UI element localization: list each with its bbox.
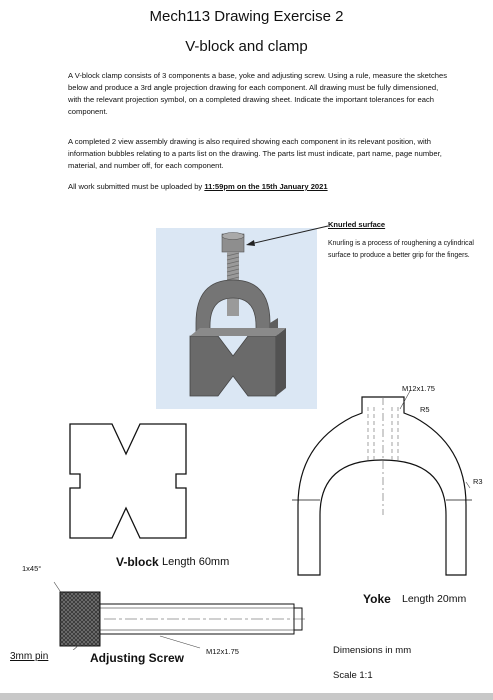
yoke-radius-r5: R5: [420, 405, 430, 414]
assembly-paragraph: A completed 2 view assembly drawing is also required showing each component in its relevant position, with information bubbles relating to a parts list on the drawing. The parts list must indicate, part name, page number, material, and number off, for each component.: [68, 137, 442, 170]
adjusting-screw-sketch: [40, 580, 310, 650]
yoke-radius-r3: R3: [473, 477, 483, 486]
assembly-render-image: [156, 228, 317, 409]
vblock-label: V-block: [116, 555, 159, 569]
vblock-length: Length 60mm: [162, 556, 230, 568]
page-subtitle: V-block and clamp: [185, 38, 308, 55]
yoke-sketch: [282, 385, 482, 590]
deadline-paragraph: [68, 181, 448, 193]
instructions-paragraph: A V-block clamp consists of 3 components a base, yoke and adjusting screw. Using a rule, measure the sketches below and produce a 3rd angle projection drawing for each component. All drawing must be fully dimensioned, with the relevant projection symbol, on a completed drawing sheet. Indicate the important tolerances for each component.: [68, 71, 448, 116]
vblock-sketch: [68, 418, 190, 544]
deadline-date: 11:59pm on the 15th January 2021: [204, 182, 328, 191]
scale-note: Scale 1:1: [333, 670, 373, 681]
adjusting-screw-label: Adjusting Screw: [90, 651, 185, 665]
knurled-surface-description: Knurling is a process of roughening a cylindrical surface to produce a better grip for the fingers.: [328, 240, 474, 259]
yoke-thread-dimension: M12x1.75: [402, 384, 435, 393]
knurled-surface-heading: Knurled surface: [328, 220, 386, 229]
yoke-length: Length 20mm: [402, 593, 467, 605]
knurl-pointer-arrow: [240, 222, 330, 252]
screw-chamfer-dimension: 1x45°: [22, 564, 42, 573]
page-title: Mech113 Drawing Exercise 2: [149, 8, 344, 25]
screw-pin-dimension: 3mm pin: [10, 651, 49, 662]
dimensions-note: Dimensions in mm: [333, 645, 412, 656]
screw-thread-dimension: M12x1.75: [206, 647, 239, 656]
deadline-prefix: All work submitted must be uploaded by: [68, 182, 205, 191]
page-footer-bar: [0, 693, 493, 700]
yoke-label: Yoke: [363, 592, 391, 606]
